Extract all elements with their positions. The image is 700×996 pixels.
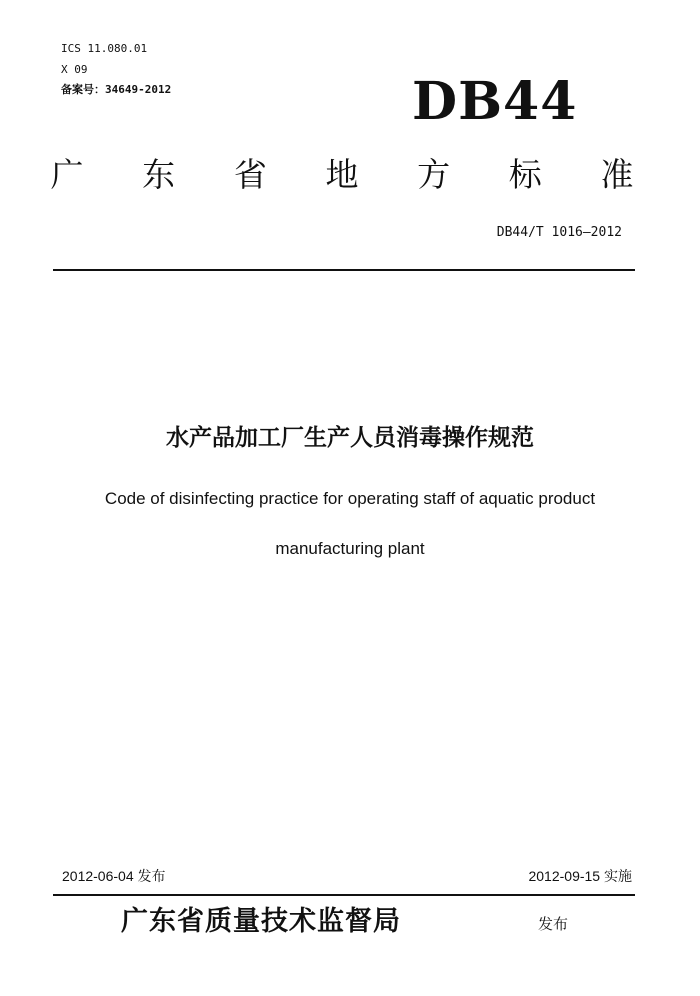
standard-code: DB44 bbox=[412, 71, 578, 132]
standard-type-char: 东 bbox=[142, 155, 176, 194]
title-english-line-2: manufacturing plant bbox=[275, 539, 425, 558]
classification-code: X 09 bbox=[61, 63, 88, 76]
record-number: 备案号：34649-2012 bbox=[61, 83, 172, 96]
standard-type-char: 标 bbox=[508, 155, 542, 194]
ics-number: ICS 11.080.01 bbox=[61, 42, 148, 55]
standard-type-char: 准 bbox=[600, 155, 634, 194]
title-chinese: 水产品加工厂生产人员消毒操作规范 bbox=[166, 425, 534, 451]
standard-type-char: 地 bbox=[325, 155, 359, 194]
standard-type-char: 广 bbox=[50, 155, 84, 194]
issuer-name: 广东省质量技术监督局 bbox=[121, 906, 401, 937]
standard-number: DB44/T 1016—2012 bbox=[496, 225, 622, 240]
implementation-date: 2012-09-15 实施 bbox=[528, 868, 632, 884]
issue-date: 2012-06-04 发布 bbox=[62, 868, 166, 884]
bottom-divider bbox=[53, 894, 635, 896]
top-divider bbox=[53, 269, 635, 271]
title-english-line-1: Code of disinfecting practice for operating staff of aquatic product bbox=[104, 489, 596, 508]
standard-type-heading bbox=[44, 147, 640, 203]
standard-type-char: 方 bbox=[417, 155, 451, 194]
standard-type-char: 省 bbox=[233, 155, 267, 194]
issuer-suffix: 发布 bbox=[538, 915, 569, 933]
